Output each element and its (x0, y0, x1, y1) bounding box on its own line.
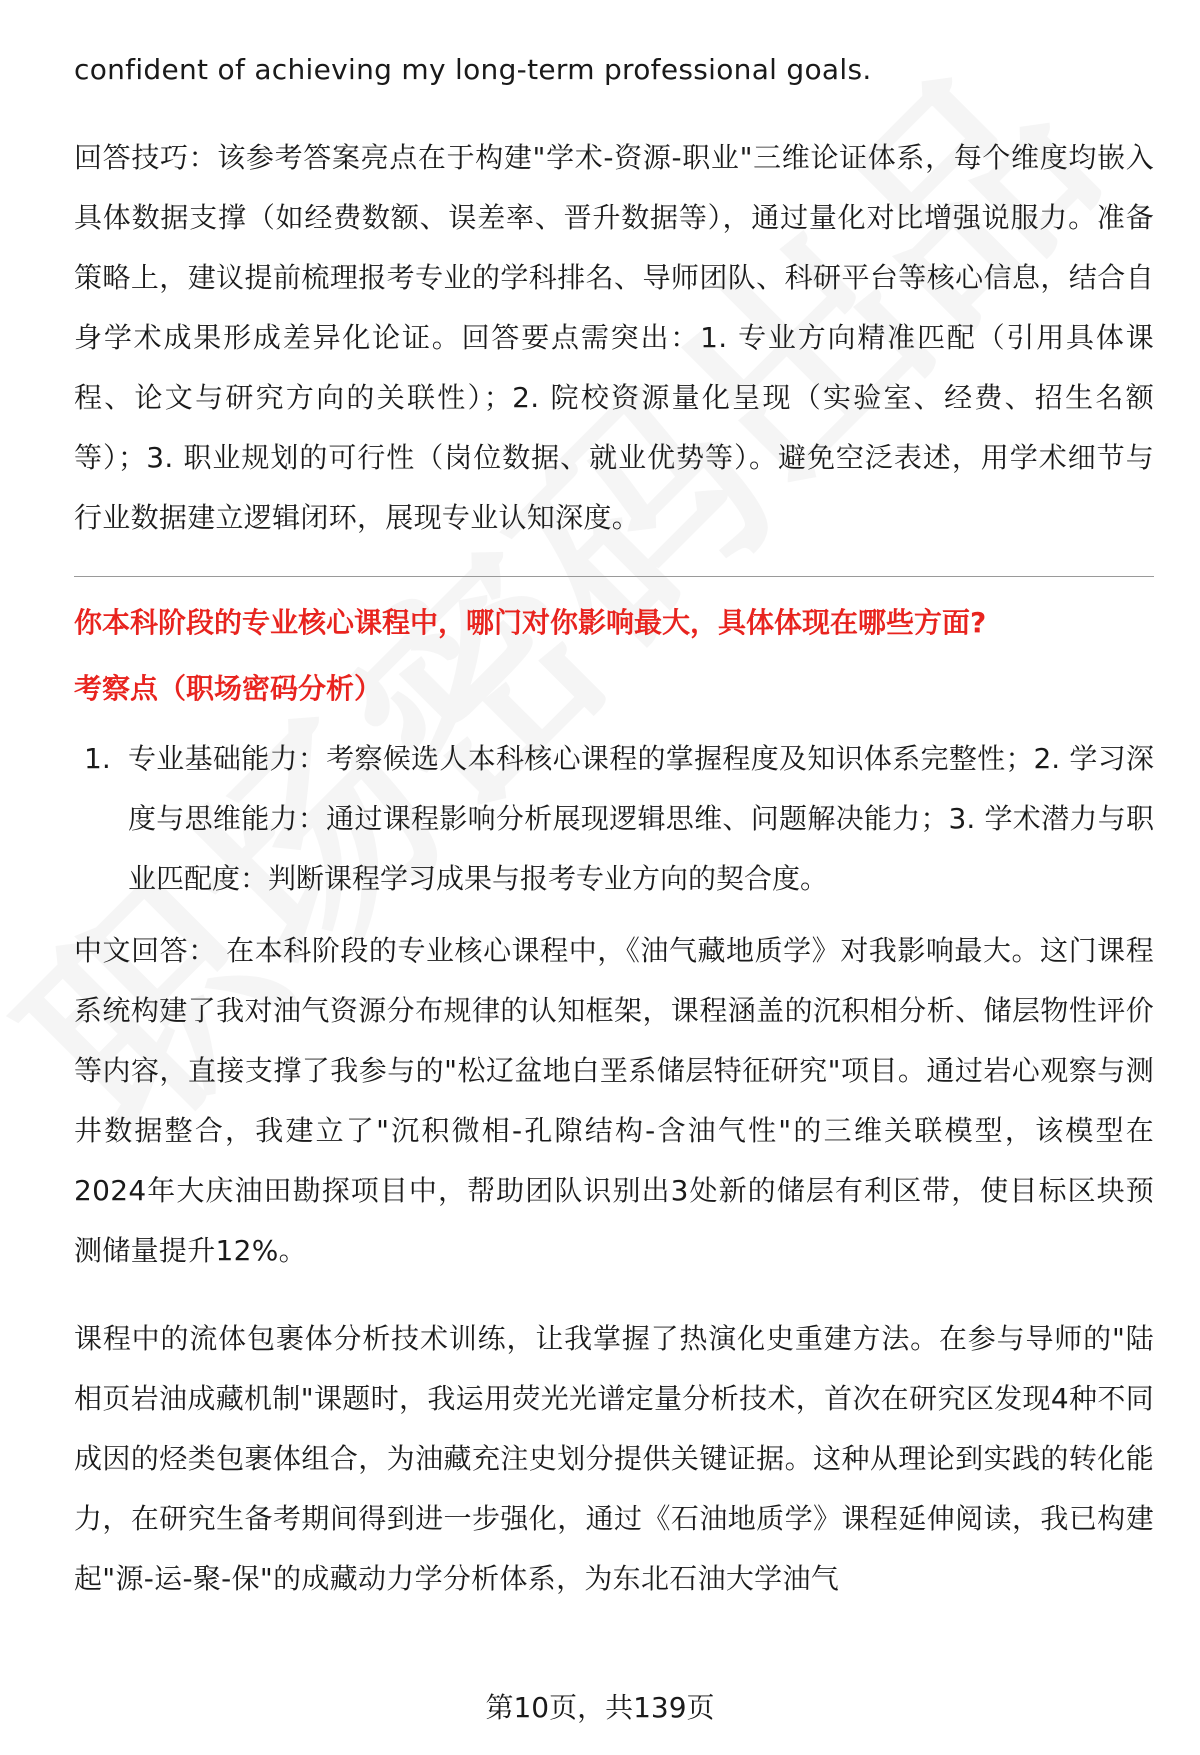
list-item-number: 1. (84, 742, 111, 775)
document-page (74, 40, 1154, 1609)
chinese-answer-paragraph-2: 课程中的流体包裹体分析技术训练，让我掌握了热演化史重建方法。在参与导师的"陆相页岩油成藏机制"课题时，我运用荧光光谱定量分析技术，首次在研究区发现4种不同成因的烃类包裹体组合，为油藏充注史划分提供关键证据。这种从理论到实践的转化能力，在研究生备考期间得到进一步强化，通过《石油地质学》课程延伸阅读，我已构建起"源-运-聚-保"的成藏动力学分析体系，为东北石油大学油气 (74, 1322, 1154, 1595)
list-item-text: 专业基础能力：考察候选人本科核心课程的掌握程度及知识体系完整性；2. 学习深度与思维能力：通过课程影响分析展现逻辑思维、问题解决能力；3. 学术潜力与职业匹配度：判断课程学习成果与报考专业方向的契合度。 (128, 742, 1154, 895)
assessment-points-list (74, 729, 1154, 909)
assessment-heading: 考察点（职场密码分析） (74, 672, 383, 705)
page-footer: 第10页，共139页 (485, 1691, 715, 1724)
intro-continuation-text: confident of achieving my long-term professional goals. (74, 53, 872, 86)
section-divider (74, 576, 1154, 577)
question-heading: 你本科阶段的专业核心课程中，哪门对你影响最大，具体体现在哪些方面? (74, 606, 987, 639)
list-item (74, 729, 1154, 909)
answer-tips-paragraph: 回答技巧：该参考答案亮点在于构建"学术-资源-职业"三维论证体系，每个维度均嵌入具体数据支撑（如经费数额、误差率、晋升数据等），通过量化对比增强说服力。准备策略上，建议提前梳理报考专业的学科排名、导师团队、科研平台等核心信息，结合自身学术成果形成差异化论证。回答要点需突出：1. 专业方向精准匹配（引用具体课程、论文与研究方向的关联性）；2. 院校资源量化呈现（实验室、经费、招生名额等）；3. 职业规划的可行性（岗位数据、就业优势等）。避免空泛表述，用学术细节与行业数据建立逻辑闭环，展现专业认知深度。 (74, 141, 1154, 534)
chinese-answer-paragraph-1: 中文回答： 在本科阶段的专业核心课程中，《油气藏地质学》对我影响最大。这门课程系统构建了我对油气资源分布规律的认知框架，课程涵盖的沉积相分析、储层物性评价等内容，直接支撑了我参与的"松辽盆地白垩系储层特征研究"项目。通过岩心观察与测井数据整合，我建立了"沉积微相-孔隙结构-含油气性"的三维关联模型，该模型在2024年大庆油田勘探项目中，帮助团队识别出3处新的储层有利区带，使目标区块预测储量提升12%。 (74, 934, 1154, 1267)
